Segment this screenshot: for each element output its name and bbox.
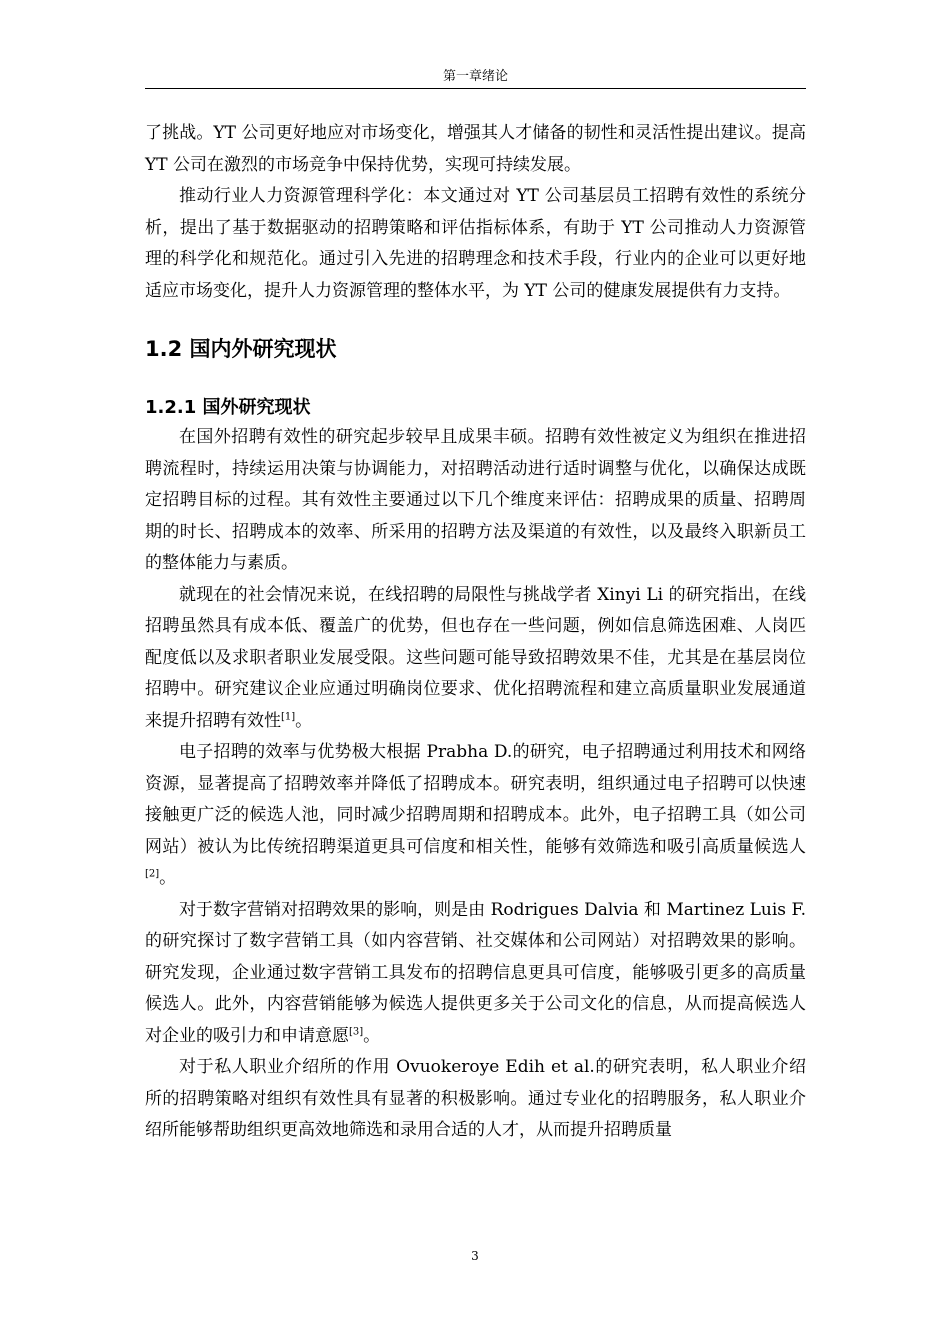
paragraph-5 bbox=[145, 737, 806, 895]
page-body bbox=[145, 118, 806, 1147]
running-header-title: 第一章绪论 bbox=[442, 69, 508, 84]
paragraph-5-text: 电子招聘的效率与优势极大根据 Prabha D.的研究，电子招聘通过利用技术和网络资源，显著提高了招聘效率并降低了招聘成本。研究表明，组织通过电子招聘可以快速接触更广泛的候选人池，同时减少招聘周期和招聘成本。此外，电子招聘工具（如公司网站）被认为比传统招聘渠道更具可信度和相关性，能够有效筛选和吸引高质量候选人 bbox=[145, 742, 806, 857]
paragraph-2: 推动行业人力资源管理科学化：本文通过对 YT 公司基层员工招聘有效性的系统分析，提出了基于数据驱动的招聘策略和评估指标体系，有助于 YT 公司推动人力资源管理的科学化和规范化。通过引入先进的招聘理念和技术手段，行业内的企业可以更好地适应市场变化，提升人力资源管理的整体水平，为 YT 公司的健康发展提供有力支持。 bbox=[145, 186, 806, 301]
paragraph-1: 了挑战。YT 公司更好地应对市场变化，增强其人才储备的韧性和灵活性提出建议。提高 YT 公司在激烈的市场竞争中保持优势，实现可持续发展。 bbox=[145, 123, 806, 175]
paragraph-5-end: 。 bbox=[159, 868, 177, 888]
paragraph-6 bbox=[145, 895, 806, 1053]
paragraph-6-end: 。 bbox=[363, 1025, 381, 1046]
paragraph-4-text: 就现在的社会情况来说，在线招聘的局限性与挑战学者 Xinyi Li 的研究指出，在线招聘虽然具有成本低、覆盖广的优势，但也存在一些问题，例如信息筛选困难、人岗匹配度低以及求职者职业发展受限。这些问题可能导致招聘效果不佳，尤其是在基层岗位招聘中。研究建议企业应通过明确岗位要求、优化招聘流程和建立高质量职业发展通道来提升招聘有效性 bbox=[145, 584, 806, 731]
citation-ref-1: [1] bbox=[281, 710, 296, 722]
page-number: 3 bbox=[471, 1249, 479, 1263]
section-heading-1-2: 1.2 国内外研究现状 bbox=[145, 337, 337, 361]
citation-ref-2: [2] bbox=[145, 868, 160, 880]
section-heading-1-2-1: 1.2.1 国外研究现状 bbox=[145, 397, 311, 418]
header-rule bbox=[145, 88, 806, 89]
paragraph-7: 对于私人职业介绍所的作用 Ovuokeroye Edih et al.的研究表明，私人职业介绍所的招聘策略对组织有效性具有显著的积极影响。通过专业化的招聘服务，私人职业介绍所能够帮助组织更高效地筛选和录用合适的人才，从而提升招聘质量 bbox=[145, 1057, 806, 1140]
citation-ref-3: [3] bbox=[349, 1025, 364, 1037]
paragraph-6-text: 对于数字营销对招聘效果的影响，则是由 Rodrigues Dalvia 和 Martinez Luis F. 的研究探讨了数字营销工具（如内容营销、社交媒体和公司网站）对招聘效果的影响。研究发现，企业通过数字营销工具发布的招聘信息更具可信度，能够吸引更多的高质量候选人。此外，内容营销能够为候选人提供更多关于公司文化的信息，从而提高候选人对企业的吸引力和申请意愿 bbox=[145, 899, 806, 1046]
paragraph-4-end: 。 bbox=[295, 710, 313, 731]
paragraph-3: 在国外招聘有效性的研究起步较早且成果丰硕。招聘有效性被定义为组织在推进招聘流程时，持续运用决策与协调能力，对招聘活动进行适时调整与优化，以确保达成既定招聘目标的过程。其有效性主要通过以下几个维度来评估：招聘成果的质量、招聘周期的时长、招聘成本的效率、所采用的招聘方法及渠道的有效性，以及最终入职新员工的整体能力与素质。 bbox=[145, 427, 806, 573]
paragraph-4 bbox=[145, 580, 806, 738]
